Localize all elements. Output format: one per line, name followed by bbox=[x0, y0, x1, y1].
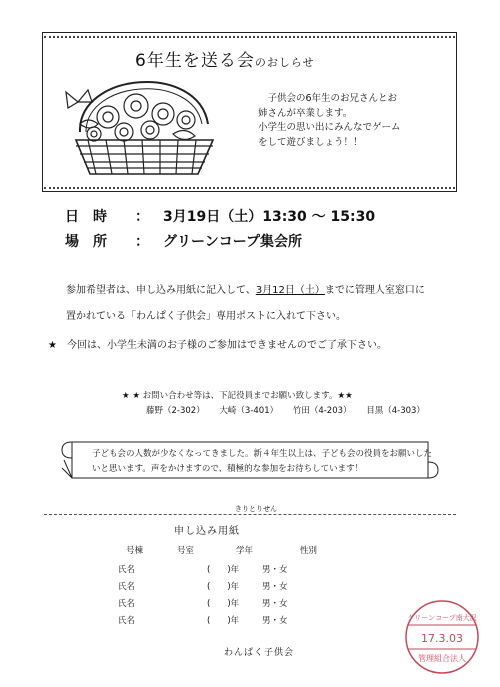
intro-line: 子供会の6年生のお兄さんとお bbox=[258, 93, 398, 104]
notice-line: いと思います。声をかけますので、積極的な参加をお待ちしています！ bbox=[92, 464, 364, 474]
form-header-room: 号室 bbox=[177, 546, 195, 556]
date-colon: ： bbox=[135, 209, 149, 225]
form-grade-field[interactable]: ( )年 bbox=[207, 599, 240, 609]
age-notice-line: ★ 今回は、小学生未満のお子様のご参加はできませんのでご了承下さい。 bbox=[48, 340, 387, 351]
cut-label: きりとりせん bbox=[232, 504, 280, 514]
instruction-line-1 bbox=[66, 281, 425, 296]
contact-name: 竹田（4-203） bbox=[292, 406, 352, 416]
form-title: 申し込み用紙 bbox=[174, 526, 240, 537]
flower-basket-illustration bbox=[58, 62, 233, 182]
intro-line: をして遊びましょう！！ bbox=[258, 136, 363, 148]
dotted-border-bottom bbox=[44, 187, 455, 189]
notice-line: 子ども会の人数が少なくなってきました。新４年生以上は、子ども会の役員をお願いした bbox=[92, 449, 433, 459]
event-date-row bbox=[65, 206, 375, 226]
stamp-top-text: グリーンコープ南大沢 bbox=[407, 614, 477, 622]
instruction-line-2: 置かれている「わんぱく子供会」専用ポストに入れて下さい。 bbox=[66, 311, 346, 322]
recruitment-notice bbox=[92, 447, 433, 477]
form-grade-field[interactable]: ( )年 bbox=[207, 582, 240, 592]
place-label: 場所 bbox=[65, 234, 121, 250]
intro-line: 小学生の思い出にみんなでゲーム bbox=[258, 122, 401, 133]
stamp-date: 17.3.03 bbox=[421, 632, 463, 645]
place-value: グリーンコープ集会所 bbox=[163, 234, 303, 250]
form-gender-field[interactable]: 男・女 bbox=[262, 599, 288, 609]
form-name-label: 氏名 bbox=[118, 582, 136, 592]
contact-heading: ★ ★ お問い合わせ等は、下記役員までお願い致します。★★ bbox=[122, 391, 353, 401]
stamp-bottom-text: 管理組合法人 bbox=[418, 654, 466, 663]
place-colon: ： bbox=[135, 234, 149, 250]
deadline-text: 3月12日（土） bbox=[255, 285, 325, 296]
form-gender-field[interactable]: 男・女 bbox=[262, 616, 288, 626]
form-grade-field[interactable]: ( )年 bbox=[207, 565, 240, 575]
form-gender-field[interactable]: 男・女 bbox=[262, 565, 288, 575]
form-name-label: 氏名 bbox=[118, 616, 136, 626]
title-main-text: 6年生を送る会 bbox=[135, 51, 255, 71]
contact-names bbox=[146, 404, 435, 416]
intro-line: 姉さんが卒業します。 bbox=[258, 107, 353, 119]
form-name-label: 氏名 bbox=[118, 565, 136, 575]
instruction-text: 参加希望者は、申し込み用紙に記入して、 bbox=[66, 285, 256, 296]
event-place-row bbox=[65, 231, 302, 251]
organization-name: わんぱく子供会 bbox=[224, 648, 295, 658]
intro-text bbox=[258, 92, 453, 150]
date-label: 日時 bbox=[65, 209, 121, 225]
form-gender-field[interactable]: 男・女 bbox=[262, 582, 288, 592]
form-header-building: 号棟 bbox=[126, 546, 144, 556]
contact-name: 目黒（4-303） bbox=[366, 406, 425, 416]
contact-name: 大崎（3-401） bbox=[219, 406, 279, 416]
form-header-grade: 学年 bbox=[236, 546, 254, 556]
dotted-border-top bbox=[44, 36, 455, 38]
date-value: 3月19日（土）13:30 ～ 15:30 bbox=[163, 209, 376, 225]
cut-line bbox=[44, 514, 456, 515]
title-sub-text: のおしらせ bbox=[254, 56, 315, 69]
form-header-gender: 性別 bbox=[300, 546, 318, 556]
receipt-stamp bbox=[402, 598, 482, 676]
form-name-label: 氏名 bbox=[118, 599, 136, 609]
contact-name: 藤野（2-302） bbox=[146, 406, 205, 416]
instruction-text: までに管理人室窓口に bbox=[324, 285, 425, 296]
form-grade-field[interactable]: ( )年 bbox=[207, 616, 240, 626]
